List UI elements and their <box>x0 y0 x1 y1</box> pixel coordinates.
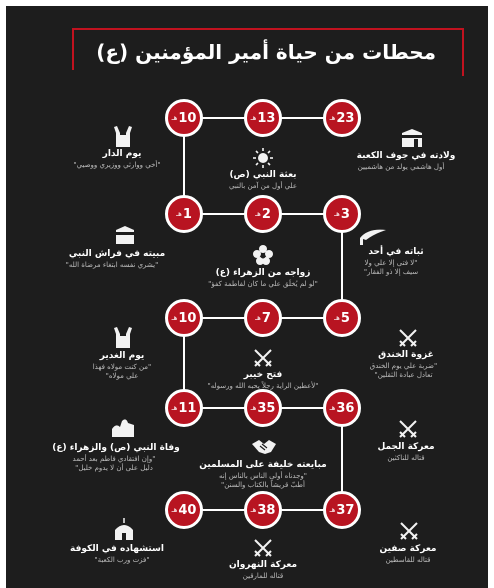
timeline-node: 11 هـ <box>165 389 203 427</box>
event-title: وفاة النبي (ص) والزهراء (ع) <box>52 443 180 453</box>
event-subtitle: علي أول من آمن بالنبي <box>228 182 297 190</box>
kaaba-icon <box>400 127 424 149</box>
event-subtitle: "وجدناه أولى الناس بالناس إنه <box>218 472 308 480</box>
timeline-node: 36 هـ <box>323 389 361 427</box>
timeline-node: 23 هـ <box>323 99 361 137</box>
timeline-node: 10 هـ <box>165 99 203 137</box>
event-title: مبايعته خليفة على المسلمين <box>199 460 327 470</box>
event-subtitle: أول هاشمي يولد من هاشميين <box>357 163 445 171</box>
event-subtitle: دليل على أن لا يدوم خليل" <box>75 464 153 472</box>
event-title: معركة الجمل <box>377 442 435 452</box>
event-subtitle: "وإن افتقادي فاطم بعد أحمد <box>72 455 156 463</box>
mourning-icon <box>110 415 136 439</box>
crossed-swords-icon <box>252 537 274 559</box>
timeline-node: 10 هـ <box>165 299 203 337</box>
timeline-node: 38 هـ <box>244 491 282 529</box>
timeline-node: 40 هـ <box>165 491 203 529</box>
event-subtitle: "أخي ووارثي ووزيري ووصيي" <box>73 161 161 169</box>
event-title: مبيته في فراش النبي <box>68 249 166 259</box>
event-title: يوم الغدير <box>99 351 145 361</box>
page-title: محطات من حياة أمير المؤمنين (ع) <box>96 40 436 64</box>
timeline-node: 35 هـ <box>244 389 282 427</box>
event-subtitle: قتاله للناكثين <box>387 454 425 462</box>
event-subtitle: "لو لم يُخلَق علي ما كان لفاطمة كفؤ" <box>208 280 318 288</box>
event-subtitle: "لا فتى إلا علي ولا <box>364 259 418 267</box>
timeline-node: 2 هـ <box>244 195 282 233</box>
crossed-swords-icon <box>252 347 274 369</box>
timeline-node: 13 هـ <box>244 99 282 137</box>
event-title: فتح خيبر <box>243 370 283 380</box>
event-title: غزوة الخندق <box>378 350 434 360</box>
timeline-node: 37 هـ <box>323 491 361 529</box>
event-title: استشهاده في الكوفة <box>70 544 164 554</box>
sun-icon <box>252 147 274 169</box>
event-title: زواجه من الزهراء (ع) <box>215 268 311 278</box>
event-subtitle: علي مولاه" <box>105 372 139 380</box>
handshake-icon <box>251 438 277 456</box>
crossed-swords-icon <box>398 520 420 542</box>
event-subtitle: "من كنت مولاه فهذا <box>92 363 152 371</box>
crossed-swords-icon <box>397 327 419 349</box>
event-title: ثباته في أحد <box>368 247 424 257</box>
event-subtitle: "ضربة علي يوم الخندق <box>369 362 438 370</box>
event-subtitle: أطبّ قريشاً بالكتاب والسنن" <box>221 481 305 489</box>
event-subtitle: "لأعطين الراية رجلاً يحبه الله ورسوله" <box>207 382 319 390</box>
timeline-node: 7 هـ <box>244 299 282 337</box>
timeline-node: 1 هـ <box>165 195 203 233</box>
timeline-node: 3 هـ <box>323 195 361 233</box>
flower-icon <box>253 245 273 265</box>
crossed-swords-icon <box>397 418 419 440</box>
event-title: معركة صفين <box>379 544 437 554</box>
event-title: بعثة النبي (ص) <box>229 170 297 180</box>
hands-raised-icon <box>112 123 134 147</box>
timeline-node: 5 هـ <box>323 299 361 337</box>
kaaba-icon <box>114 224 136 246</box>
mosque-icon <box>112 518 136 542</box>
event-title: معركة النهروان <box>228 560 298 570</box>
event-subtitle: "يشري نفسه ابتغاء مرضاة الله" <box>65 261 159 269</box>
event-title: ولادته في جوف الكعبة <box>356 151 456 161</box>
event-subtitle: قتاله للقاسطين <box>385 556 431 564</box>
event-subtitle: تعادل عبادة الثقلين" <box>374 371 433 379</box>
infographic-poster <box>6 6 488 588</box>
event-subtitle: "فزت ورب الكعبة" <box>94 556 150 564</box>
hands-raised-icon <box>112 324 134 348</box>
event-subtitle: سيف إلا ذو الفقار" <box>363 268 419 276</box>
event-subtitle: قتاله للمارقين <box>242 572 284 580</box>
sword-icon <box>358 226 388 246</box>
event-title: يوم الدار <box>102 149 142 159</box>
